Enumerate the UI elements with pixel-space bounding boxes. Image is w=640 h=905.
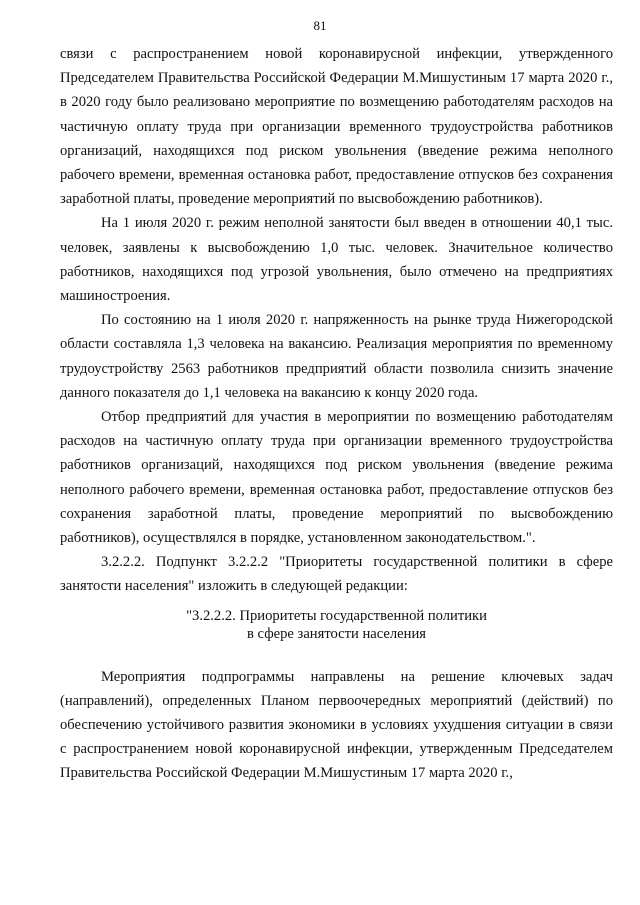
section-heading — [60, 607, 613, 643]
section-heading-line-2: в сфере занятости населения — [247, 625, 426, 642]
paragraph-subclause-amendment: 3.2.2.2. Подпункт 3.2.2.2 "Приоритеты государственной политики в сфере занятости населения" изложить в следующей редакции: — [60, 554, 613, 595]
paragraph-subprogram-measures: Мероприятия подпрограммы направлены на решение ключевых задач (направлений), определенных Планом первоочередных мероприятий (действий) по обеспечению устойчивого развития экономики в условиях ухудшения ситуации в связи с распространением новой коронавирусной инфекции, утвержденным Председателем Правительства Российской Федерации М.Мишустиным 17 марта 2020 г., — [60, 668, 613, 782]
page-number: 81 — [313, 18, 327, 33]
paragraph-employment-july: На 1 июля 2020 г. режим неполной занятости был введен в отношении 40,1 тыс. человек, заявлены к высвобождению 1,0 тыс. человек. Значительное количество работников, находящихся под угрозой увольнения, было отмечено на предприятиях машиностроения. — [60, 215, 613, 305]
paragraph-continuation: связи с распространением новой коронавирусной инфекции, утвержденного Председателем Правительства Российской Федерации М.Мишустиным 17 марта 2020 г., в 2020 году было реализовано мероприятие по возмещению работодателям расходов на частичную оплату труда при организации временного трудоустройства работников организаций, находящихся под риском увольнения (введение режима неполного рабочего времени, временная остановка работ, предоставление отпусков без сохранения заработной платы, проведение мероприятий по высвобождению работников). — [60, 46, 613, 208]
section-heading-line-1: "3.2.2.2. Приоритеты государственной политики — [186, 607, 487, 624]
document-body — [60, 42, 613, 786]
paragraph-enterprise-selection: Отбор предприятий для участия в мероприятии по возмещению работодателям расходов на частичную оплату труда при организации временного трудоустройства работников организаций, находящихся под риском увольнения (введение режима неполного рабочего времени, временная остановка работ, предоставление отпусков без сохранения заработной платы, проведение мероприятий по высвобождению работников), осуществлялся в порядке, установленном законодательством.". — [60, 409, 613, 547]
paragraph-labor-market-tension: По состоянию на 1 июля 2020 г. напряженность на рынке труда Нижегородской области составляла 1,3 человека на вакансию. Реализация мероприятия по временному трудоустройству 2563 работников предприятий области позволила снизить значение данного показателя до 1,1 человека на вакансию к концу 2020 года. — [60, 312, 613, 401]
